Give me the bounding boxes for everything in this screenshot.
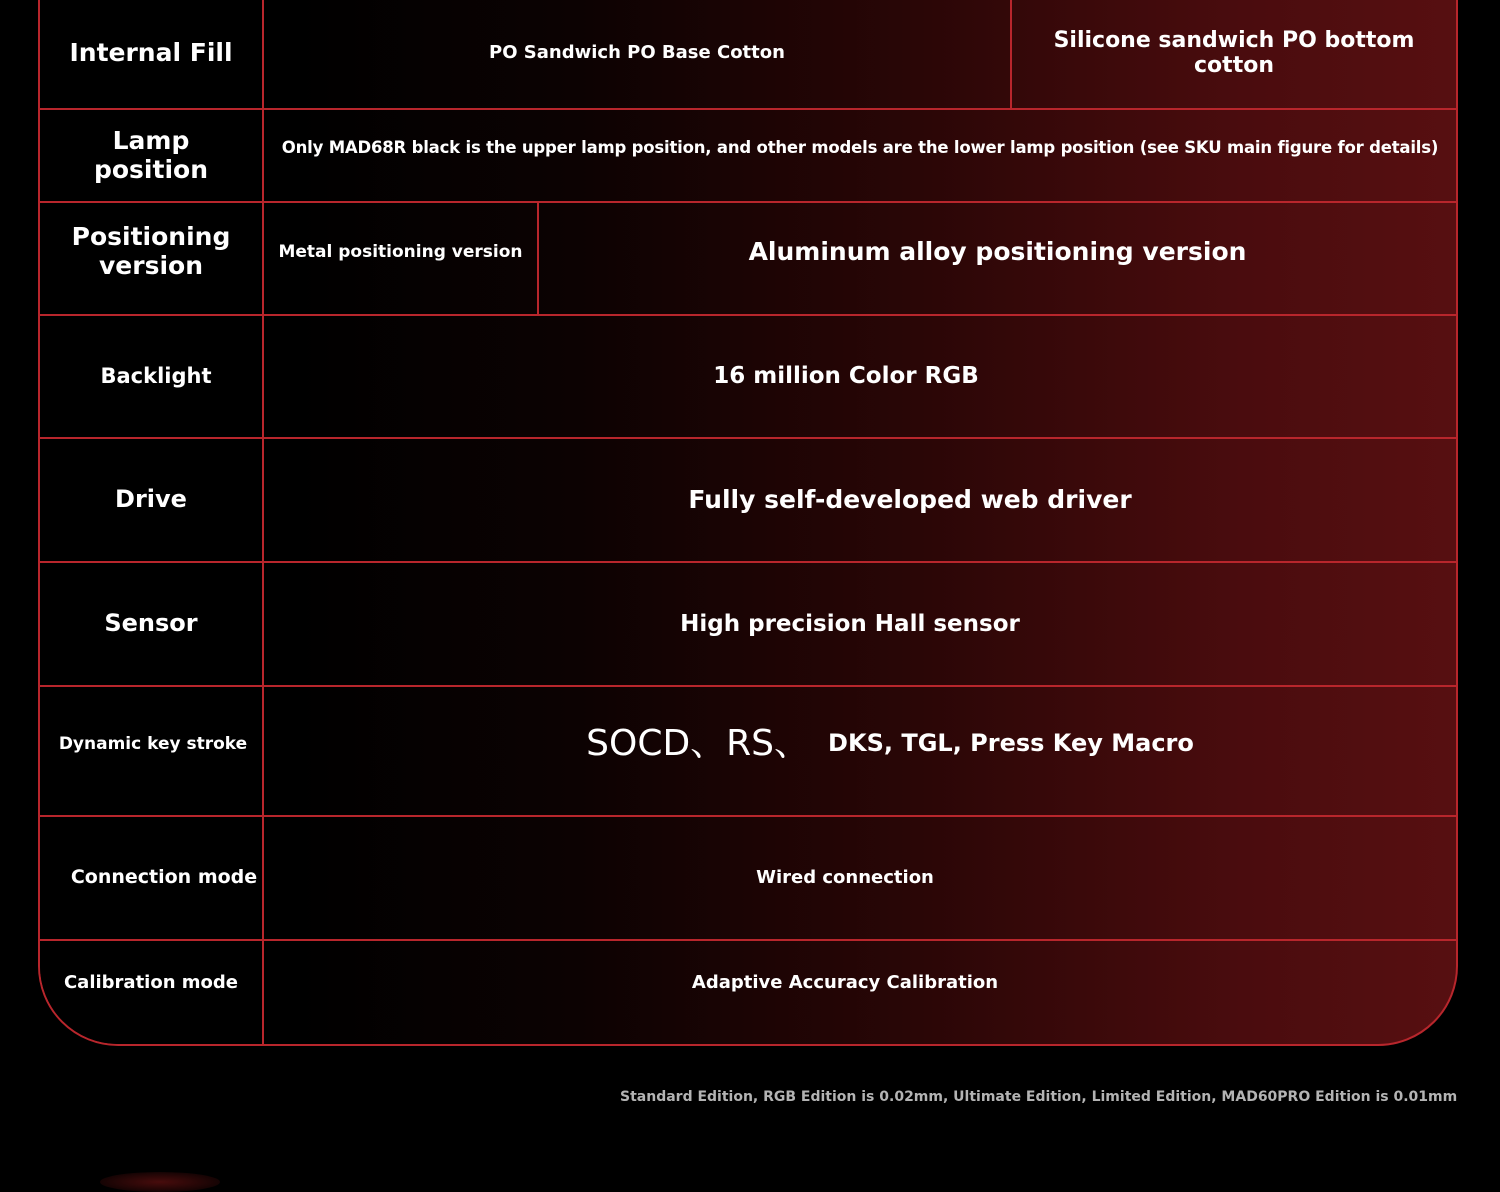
value-positioning-metal: [264, 203, 537, 314]
value-drive-text: Fully self-developed web driver: [688, 484, 1132, 514]
value-backlight-text: 16 million Color RGB: [713, 363, 979, 390]
row-drive: [40, 437, 1456, 561]
label-lamp-position: [40, 110, 264, 201]
value-internal-fill-silicone: [1010, 0, 1456, 108]
value-calibration-mode: [264, 941, 1456, 1046]
value-connection-mode: [264, 817, 1456, 939]
row-dynamic-key-stroke: [40, 685, 1456, 815]
label-calibration-mode-text: Calibration mode: [63, 972, 239, 994]
value-calibration-mode-text: Adaptive Accuracy Calibration: [691, 972, 999, 994]
value-lamp-position: [264, 110, 1456, 201]
label-lamp-position-line2: position: [93, 154, 208, 184]
label-dynamic-key-stroke-text: Dynamic key stroke: [58, 734, 248, 755]
value-positioning-aluminum-text: Aluminum alloy positioning version: [748, 237, 1247, 267]
value-internal-fill-silicone-text: Silicone sandwich PO bottom cotton: [1053, 27, 1415, 78]
label-positioning-version-line1: Positioning: [71, 221, 231, 251]
label-lamp-position-line1: Lamp: [112, 125, 190, 155]
value-positioning-metal-text: Metal positioning version: [278, 241, 523, 262]
value-lamp-position-text: Only MAD68R black is the upper lamp position, and other models are the lower lamp position (see SKU main figure for details): [281, 138, 1439, 158]
label-sensor-text: Sensor: [104, 609, 198, 638]
label-internal-fill: [40, 0, 264, 108]
label-backlight-text: Backlight: [100, 364, 212, 389]
label-sensor: [40, 563, 264, 685]
decorative-glow: [100, 1172, 220, 1192]
label-dynamic-key-stroke: [40, 687, 264, 815]
row-calibration-mode: [40, 939, 1456, 1046]
label-internal-fill-text: Internal Fill: [69, 37, 233, 67]
value-internal-fill-po: [264, 0, 1010, 108]
row-lamp-position: [40, 108, 1456, 201]
spec-table: [38, 0, 1458, 1046]
label-positioning-version-line2: version: [98, 250, 203, 280]
value-drive: [264, 439, 1456, 561]
footnote: Standard Edition, RGB Edition is 0.02mm, Ultimate Edition, Limited Edition, MAD60PRO Edition is 0.01mm: [620, 1089, 1458, 1105]
label-connection-mode-text: Connection mode: [70, 866, 258, 889]
label-calibration-mode: [40, 941, 264, 1046]
row-internal-fill: [40, 0, 1456, 108]
label-connection-mode: [40, 817, 264, 939]
label-drive: [40, 439, 264, 561]
label-backlight: [40, 316, 264, 437]
value-positioning-aluminum: [537, 203, 1456, 314]
value-dynamic-key-stroke: [264, 687, 1456, 815]
label-drive-text: Drive: [115, 485, 187, 514]
row-sensor: [40, 561, 1456, 685]
value-backlight: [264, 316, 1456, 437]
value-sensor-text: High precision Hall sensor: [680, 610, 1020, 637]
value-internal-fill-po-text: PO Sandwich PO Base Cotton: [489, 41, 785, 63]
row-positioning-version: [40, 201, 1456, 314]
row-connection-mode: [40, 815, 1456, 939]
label-positioning-version: [40, 203, 264, 314]
value-connection-mode-text: Wired connection: [756, 866, 934, 888]
value-dynamic-key-stroke-large: SOCD、RS、: [586, 723, 811, 765]
row-backlight: [40, 314, 1456, 437]
value-dynamic-key-stroke-rest: DKS, TGL, Press Key Macro: [828, 729, 1194, 758]
value-sensor: [264, 563, 1456, 685]
